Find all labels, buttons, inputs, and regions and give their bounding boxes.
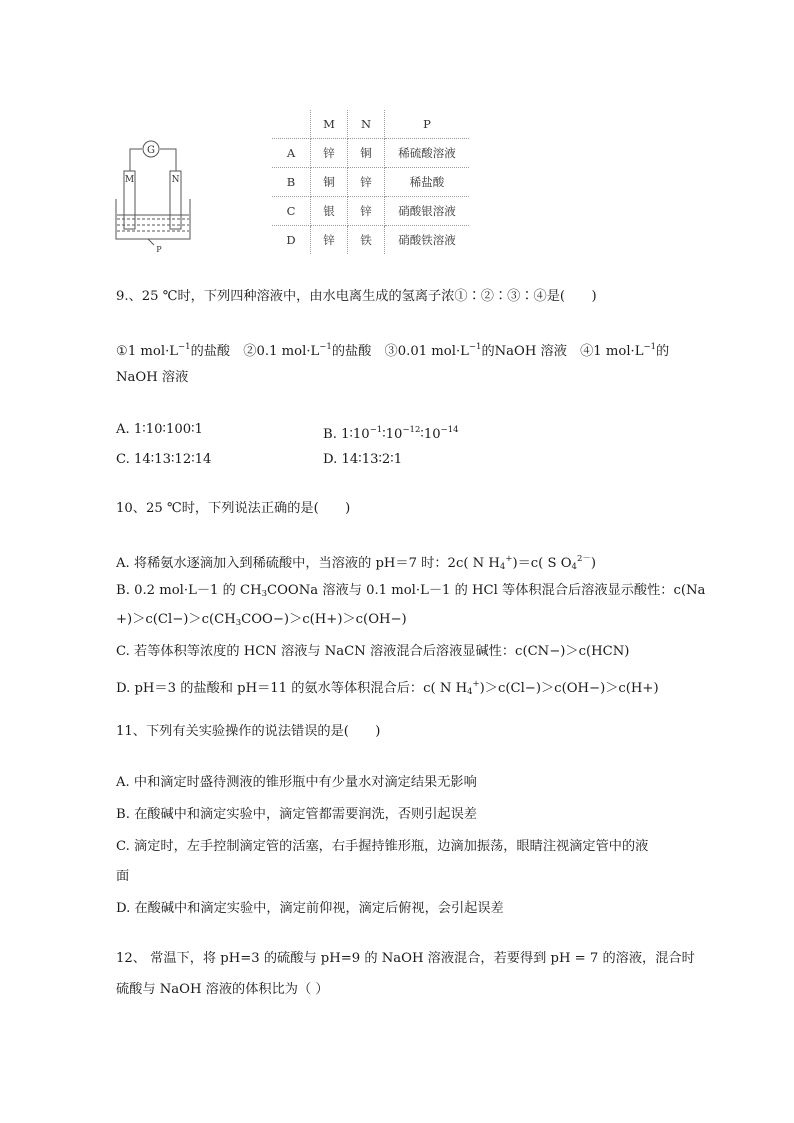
table-header-row (272, 110, 469, 139)
q9-conditions-line1: ①1 $mol\cdot L^{-1}$的盐酸 ②0.1 $mol\cdot L^{-1}$的盐酸 ③0.01 $mol\cdot L^{-1}$的NaOH 溶液 ④1 $mol\cdot L^{-1}$的 (116, 342, 670, 359)
table-header-m: M (311, 110, 348, 139)
electrode-m-label: M (124, 175, 135, 185)
table-cell: 铁 (348, 226, 385, 255)
table-cell: 锌 (348, 168, 385, 197)
q11-option-a: A. 中和滴定时盛待测液的锥形瓶中有少量水对滴定结果无影响 (116, 775, 477, 790)
options-table (272, 110, 469, 254)
table-cell: 稀硫酸溶液 (385, 139, 470, 168)
table-cell: 锌 (311, 139, 348, 168)
q9-option-b: B. $1∶10^{-1}∶10^{-12}∶10^{-14}$ (323, 425, 459, 442)
table-cell: 锌 (311, 226, 348, 255)
q12-line2: 硫酸与 NaOH 溶液的体积比为（ ） (116, 982, 329, 997)
q11-option-b: B. 在酸碱中和滴定实验中，滴定管都需要润洗，否则引起误差 (116, 807, 477, 822)
q10-option-c: C. 若等体积等浓度的 HCN 溶液与 NaCN 溶液混合后溶液显碱性：c(CN−)＞c(HCN) (116, 644, 630, 659)
table-cell (272, 110, 311, 139)
table-cell: 铜 (348, 139, 385, 168)
galvanic-cell-figure (108, 135, 208, 255)
q10-option-b-line1: B. 0.2 mol·L－1 的 $CH_3COONa$ 溶液与 0.1 mol·L－1 的 HCl 等体积混合后溶液显示酸性：c(Na (116, 583, 706, 599)
table-row (272, 168, 469, 197)
table-cell: A (272, 139, 311, 168)
q11-option-d: D. 在酸碱中和滴定实验中，滴定前仰视，滴定后俯视，会引起误差 (116, 901, 504, 916)
table-cell: D (272, 226, 311, 255)
q10-option-b-line2: $+)>c(Cl-)>c(CH_3COO-)>c(H+)>c(OH-)$ (116, 612, 407, 628)
table-row (272, 226, 469, 255)
table-cell: 铜 (311, 168, 348, 197)
q10-option-a: A. 将稀氨水逐滴加入到稀硫酸中，当溶液的 pH＝7 时：2c( N $H_4^+)=c$( S $O_4^{2-}$) (116, 554, 597, 572)
q9-conditions-line2: NaOH 溶液 (116, 370, 189, 385)
table-header-n: N (348, 110, 385, 139)
q11-stem: 11、下列有关实验操作的说法错误的是( ) (116, 724, 381, 739)
q12-line1: 12、 常温下，将 pH=3 的硫酸与 pH=9 的 NaOH 溶液混合，若要得到 pH = 7 的溶液，混合时 (116, 951, 695, 966)
q11-option-c-line2: 面 (116, 869, 130, 884)
q11-option-c-line1: C. 滴定时，左手控制滴定管的活塞，右手握持锥形瓶，边滴加振荡，眼睛注视滴定管中的液 (116, 839, 649, 854)
q9-option-a: A. 1∶10∶100∶1 (116, 422, 203, 437)
solution-label: P (156, 245, 162, 254)
table-row (272, 139, 469, 168)
table-cell: 硝酸银溶液 (385, 197, 470, 226)
table-cell: 锌 (348, 197, 385, 226)
q10-option-d: D. pH＝3 的盐酸和 pH＝11 的氨水等体积混合后：c( N $H_4^+)>c(Cl-)>c(OH-)>c(H+)$ (116, 679, 659, 697)
table-cell: C (272, 197, 311, 226)
table-header-p: P (385, 110, 470, 139)
q9-option-d: D. 14∶13∶2∶1 (323, 452, 403, 467)
q10-stem: 10、25 ℃时，下列说法正确的是( ) (116, 501, 351, 516)
table-cell: 稀盐酸 (385, 168, 470, 197)
table-cell: 硝酸铁溶液 (385, 226, 470, 255)
table-cell: 银 (311, 197, 348, 226)
galvanometer-label: G (147, 145, 155, 156)
q9-stem: 9.、25 ℃时，下列四种溶液中，由水电离生成的氢离子浓①∶②∶③∶④是( ) (116, 289, 597, 304)
q9-option-c: C. 14∶13∶12∶14 (116, 452, 212, 467)
table-cell: B (272, 168, 311, 197)
electrode-n-label: N (171, 175, 180, 185)
table-row (272, 197, 469, 226)
